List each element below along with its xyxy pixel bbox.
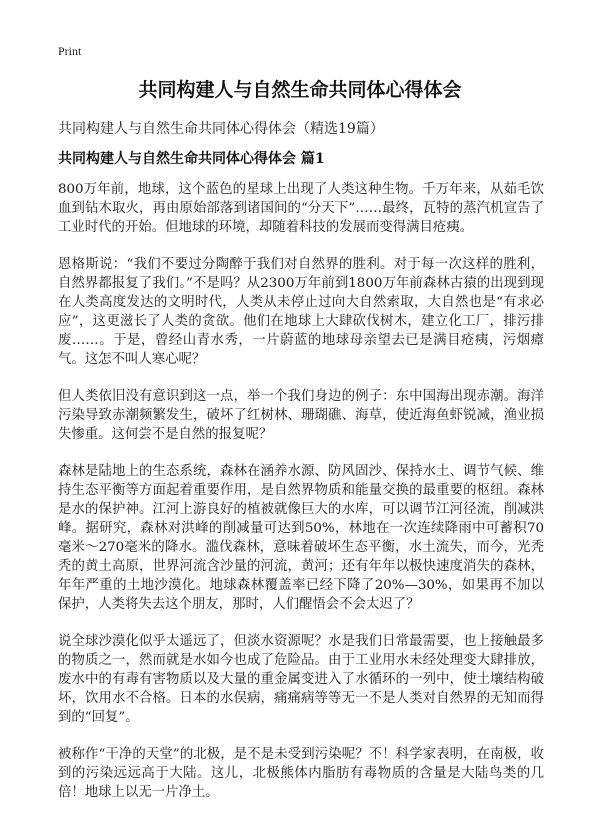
document-title: 共同构建人与自然生命共同体心得体会: [138, 79, 462, 101]
print-label: Print: [58, 44, 82, 58]
paragraph-5: 说全球沙漠化似乎太遥远了，但淡水资源呢？水是我们日常最需要，也上接触最多的物质之一，然而就是水如今也成了危险品。由于工业用水未经处理变大肆排放，废水中的有毒有害物质以及大量的重金属变进入了水循环的一列中，使土壤结构破坏，饮用水不合格。日本的水俣病，痛痛病等等无一不是人类对自然界的无知而得到的“回复”。: [58, 634, 544, 725]
paragraph-2: 恩格斯说：“我们不要过分陶醉于我们对自然界的胜利。对于每一次这样的胜利，自然界都报复了我们。”不是吗？从2300万年前到1800万年前森林古猿的出现到现在人类高度发达的文明时代，人类从未停止过向大自然索取，大自然也是“有求必应”，这更滋长了人类的贪欲。他们在地球上大肆砍伐树木，建立化工厂，排污排废……。于是，曾经山青水秀，一片蔚蓝的地球母亲望去已是满目疮痍，污烟瘴气。这怎不叫人寒心呢？: [58, 257, 544, 367]
section-heading: 共同构建人与自然生命共同体心得体会 篇1: [58, 151, 325, 167]
paragraph-1: 800万年前，地球，这个蓝色的星球上出现了人类这种生物。千万年来，从茹毛饮血到钻木取火，再由原始部落到诸国间的“分天下”……最终，瓦特的蒸汽机宣告了工业时代的开始。但地球的环境，却随着科技的发展而变得满目疮痍。: [58, 182, 544, 235]
paragraph-3: 但人类依旧没有意识到这一点，举一个我们身边的例子：东中国海出现赤潮。海洋污染导致赤潮频繁发生，破坏了红树林、珊瑚礁、海草，使近海鱼虾锐减，渔业损失惨重。这何尝不是自然的报复呢？: [58, 389, 544, 442]
document-body: [58, 180, 544, 820]
paragraph-4: 森林是陆地上的生态系统，森林在涵养水源、防风固沙、保持水土、调节气候、维持生态平衡等方面起着重要作用，是自然界物质和能量交换的最重要的枢纽。森林是水的保护神。江河上游良好的植被就像巨大的水库，可以调节江河径流，削减洪峰。据研究，森林对洪峰的削减量可达到50%，林地在一次连续降雨中可蓄积70毫米～270毫米的降水。滥伐森林，意味着破坏生态平衡，水土流失，而今，光秃秃的黄土高原，世界河流含沙量的河流，黄河；还有年年以极快速度消失的森林，年年严重的土地沙漠化。地球森林覆盖率已经下降了20%—30%，如果再不加以保护，人类将失去这个朋友，那时，人们醒悟会不会太迟了？: [58, 464, 544, 612]
paragraph-6: 被称作“干净的天堂”的北极，是不是未受到污染呢？不！科学家表明，在南极，收到的污染远远高于大陆。这儿，北极熊体内脂肪有毒物质的含量是大陆鸟类的几倍！地球上以无一片净土。: [58, 747, 544, 800]
document-subtitle: 共同构建人与自然生命共同体心得体会（精选19篇）: [58, 121, 384, 137]
